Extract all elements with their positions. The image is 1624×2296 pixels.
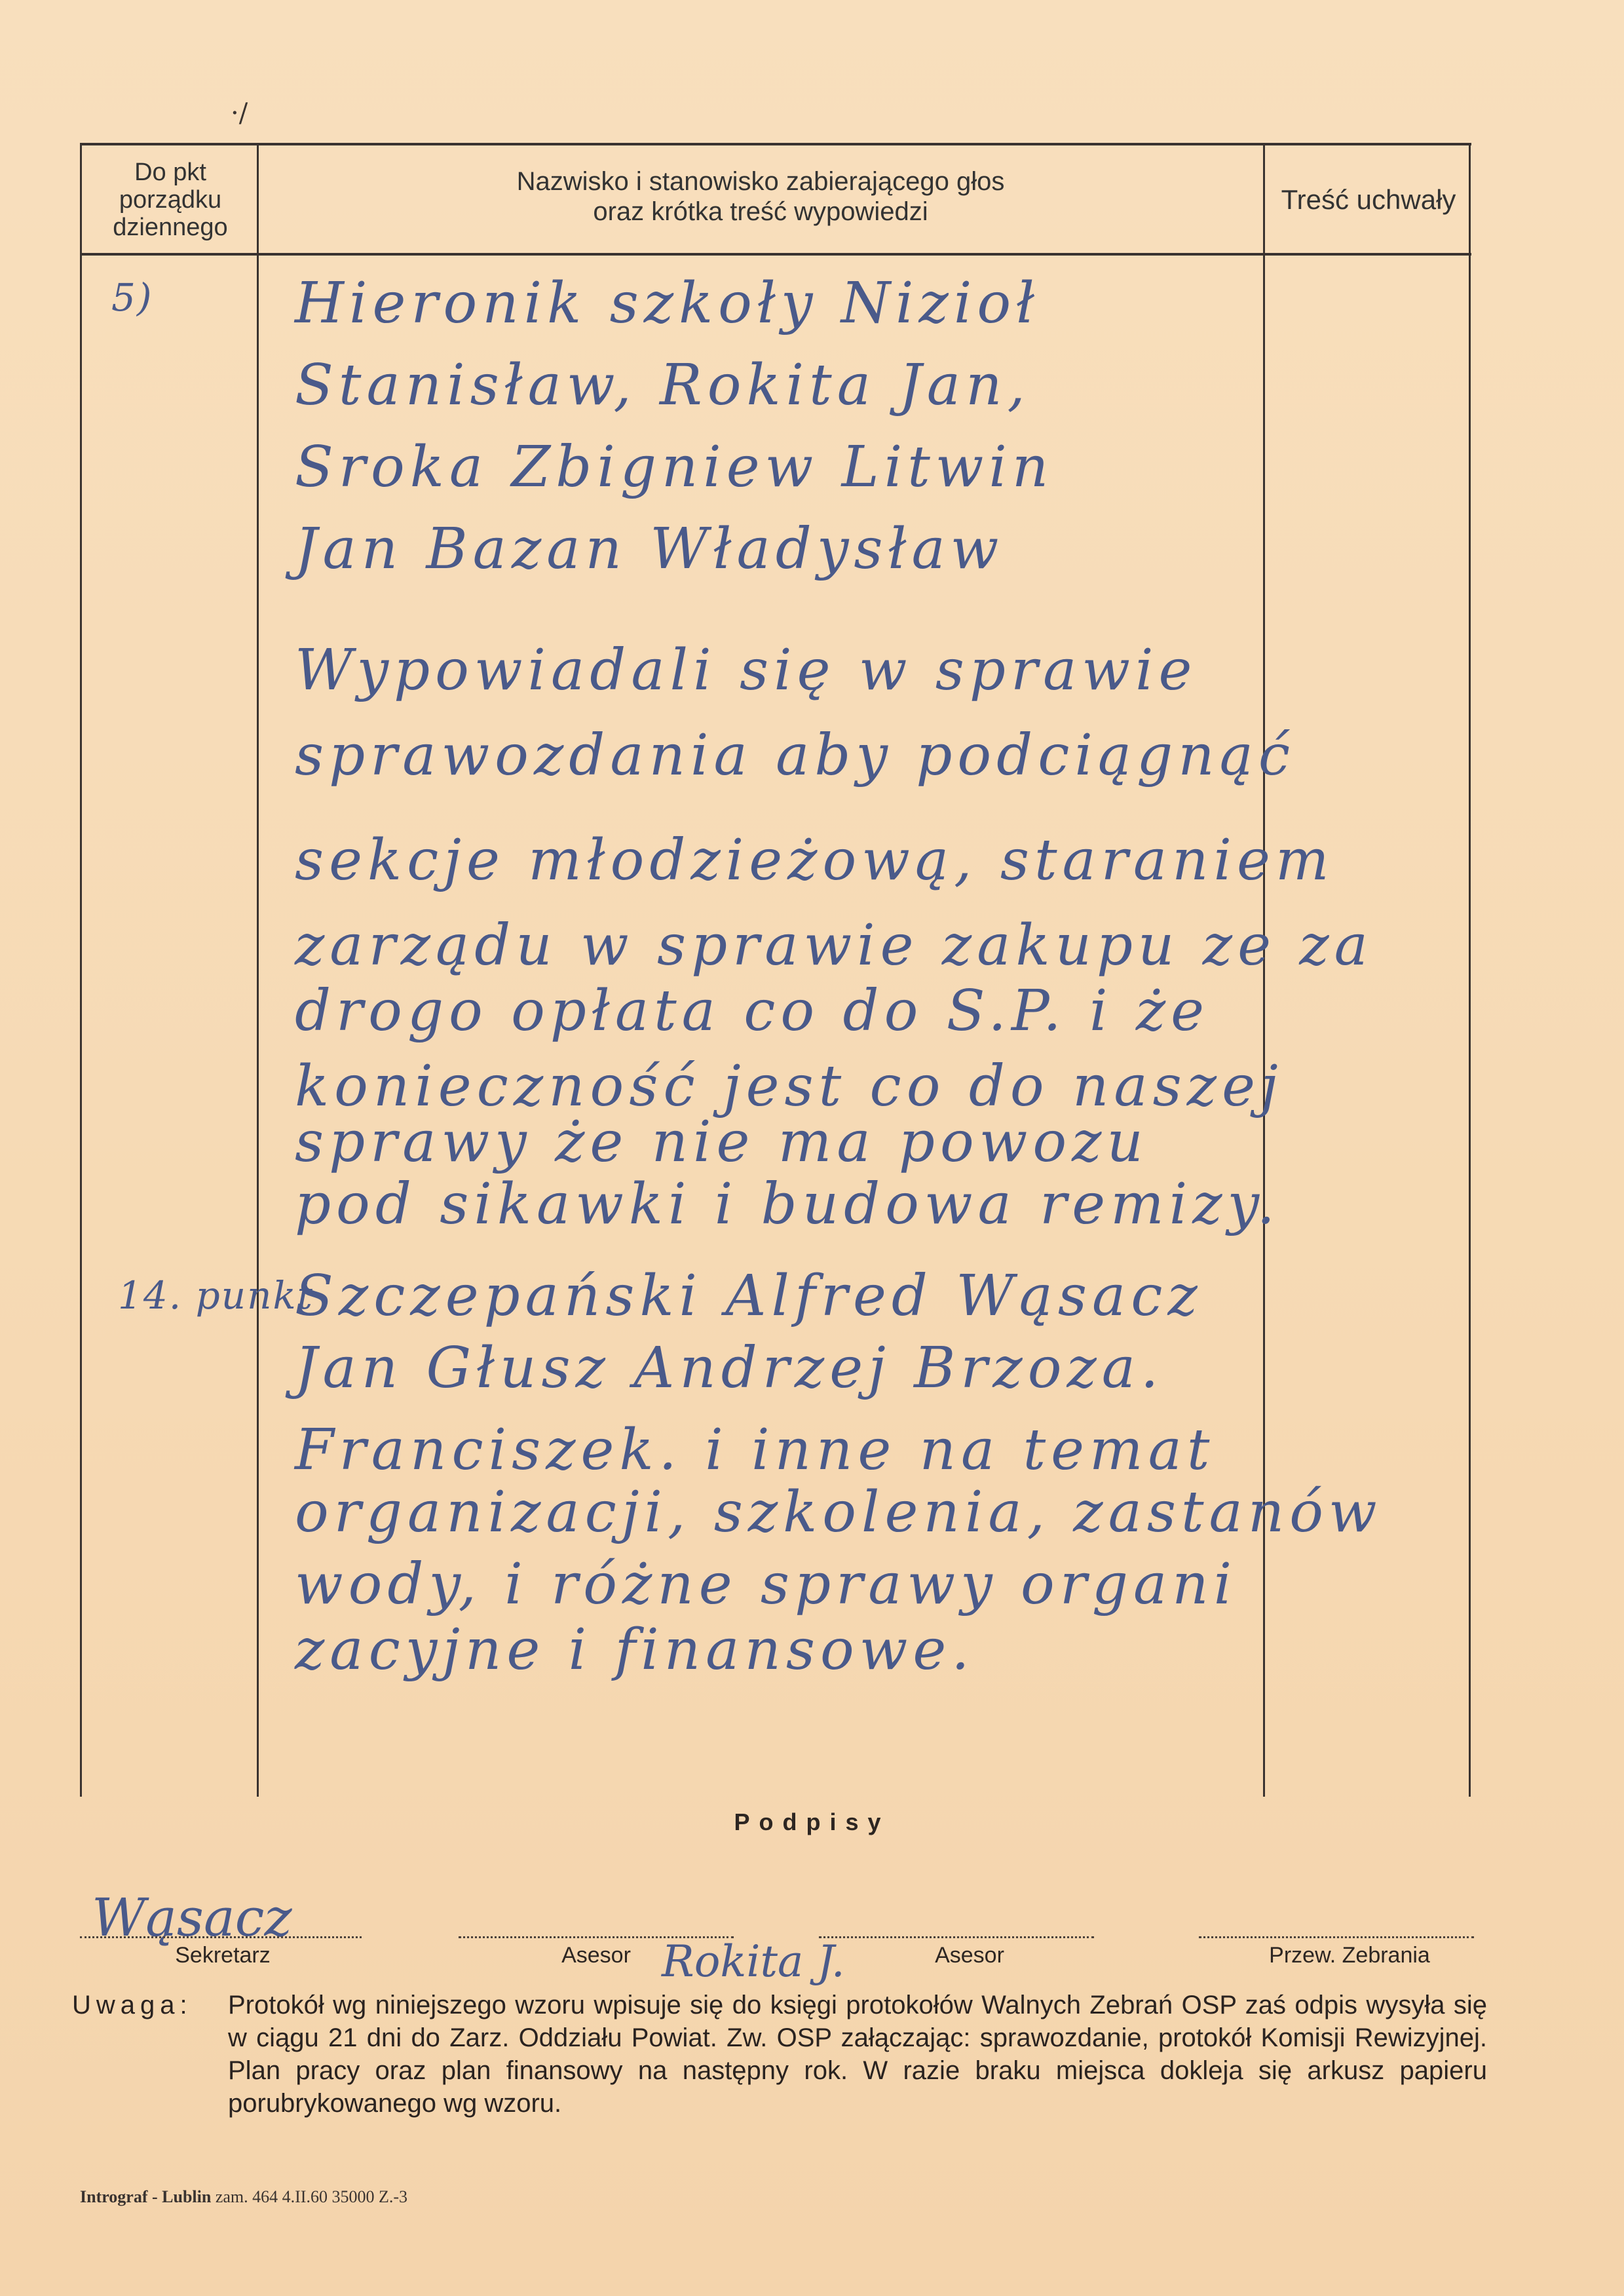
- entry-line: organizacji, szkolenia, zastanów: [295, 1480, 1382, 1545]
- entry-line: Hieronik szkoły Nizioł: [295, 271, 1040, 336]
- entry-line: sprawozdania aby podciągnąć: [295, 723, 1296, 788]
- secretary-signature: Wąsacz: [92, 1887, 292, 1948]
- label-assessor-2: Asesor: [935, 1943, 1004, 1968]
- header-name-column: [259, 166, 1262, 227]
- signature-line-chair: [1199, 1936, 1474, 1938]
- entry-line: Stanisław, Rokita Jan,: [295, 353, 1030, 418]
- entry-line: pod sikawki i budowa remizy.: [295, 1172, 1281, 1237]
- note-label: Uwaga:: [72, 1991, 193, 2019]
- entry-line: Szczepański Alfred Wąsacz: [295, 1263, 1203, 1329]
- entry-line: sekcje młodzieżową, staraniem: [295, 828, 1334, 893]
- printer-details: zam. 464 4.II.60 35000 Z.-3: [215, 2187, 408, 2206]
- signatures-title: Podpisy: [734, 1808, 890, 1835]
- entry-line: Franciszek. i inne na temat: [295, 1417, 1215, 1483]
- header-point-column: Do pkt porządku dziennego: [113, 159, 228, 241]
- entry-point-label: 14. punkt: [118, 1273, 314, 1318]
- table-border-right: [1469, 145, 1471, 1797]
- header-name-line1: Nazwisko i stanowisko zabierającego głos: [516, 167, 1005, 196]
- signature-line-assessor-1: [459, 1936, 734, 1938]
- column-divider-1: [257, 145, 259, 1797]
- entry-line: Jan Bazan Władysław: [295, 516, 1004, 582]
- instruction-note: [72, 1989, 1487, 2120]
- header-divider: [80, 253, 1471, 256]
- label-chair: Przew. Zebrania: [1269, 1943, 1430, 1968]
- label-secretary: Sekretarz: [175, 1943, 271, 1968]
- printer-name: Intrograf - Lublin: [80, 2187, 212, 2206]
- entry-line: sprawy że nie ma powozu: [295, 1109, 1148, 1175]
- entry-line: zarządu w sprawie zakupu ze za: [295, 913, 1373, 978]
- entry-line: drogo opłata co do S.P. i że: [295, 978, 1210, 1044]
- entry-line: konieczność jest co do naszej: [295, 1054, 1283, 1119]
- assessor-signature: Rokita J.: [662, 1936, 845, 1987]
- entry-line: Wypowiadali się w sprawie: [295, 638, 1198, 703]
- entry-line: Sroka Zbigniew Litwin: [295, 434, 1054, 500]
- entry-line: zacyjne i finansowe.: [295, 1617, 975, 1683]
- signature-line-assessor-2: [819, 1936, 1094, 1938]
- entry-point-label: 5): [111, 275, 153, 320]
- entry-line: wody, i różne sprawy organi: [295, 1552, 1237, 1617]
- page-mark: ·/: [231, 98, 248, 128]
- table-border-left: [80, 145, 82, 1797]
- header-name-line2: oraz krótka treść wypowiedzi: [593, 197, 928, 226]
- entry-line: Jan Głusz Andrzej Brzoza.: [295, 1335, 1164, 1401]
- header-resolution-column: Treść uchwały: [1281, 184, 1456, 215]
- label-assessor-1: Asesor: [561, 1943, 631, 1968]
- signature-line-secretary: [80, 1936, 362, 1938]
- printer-imprint: [80, 2187, 407, 2207]
- note-text: Protokół wg niniejszego wzoru wpisuje się do księgi protokołów Walnych Zebrań OSP zaś odpis wysyła się w ciągu 21 dni do Zarz. Oddziału Powiat. Zw. OSP załączając: sprawozdanie, protokół Komisji Rewizyjnej. Plan pracy oraz plan finansowy na następny rok. W razie braku miejsca dokleja się arkusz papieru porubrykowanego wg wzoru.: [228, 1991, 1487, 2118]
